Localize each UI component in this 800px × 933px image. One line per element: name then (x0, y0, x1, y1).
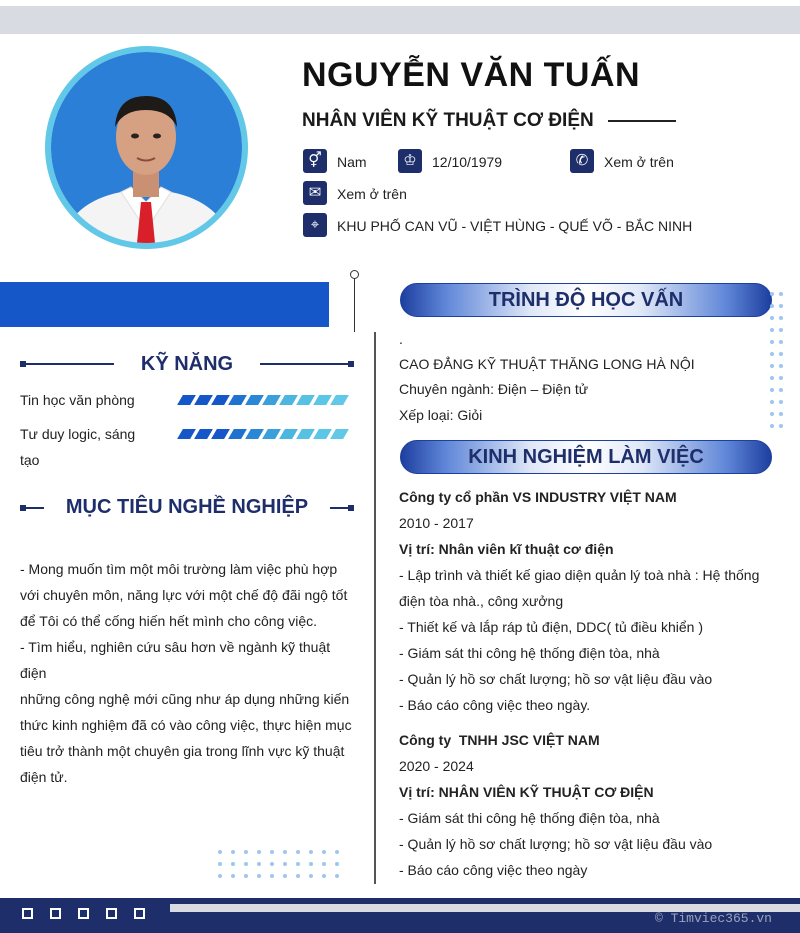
skill-label-cont: tạo (20, 452, 40, 468)
birthday-value: 12/10/1979 (432, 154, 503, 170)
skill-label: Tư duy logic, sáng (20, 426, 136, 442)
job-position: Vị trí: Nhân viên kĩ thuật cơ điện (399, 541, 614, 557)
job-period: 2010 - 2017 (399, 515, 474, 531)
job-duty: - Thiết kế và lắp ráp tủ điện, DDC( tủ điều khiển ) (399, 619, 704, 635)
left-accent-band (0, 282, 329, 327)
avatar-frame (45, 46, 248, 249)
title-rule (608, 120, 676, 122)
objective-text: - Mong muốn tìm một môi trường làm việc phù hợp với chuyên môn, năng lực với một chế độ đãi ngộ tốt để Tôi có thể cống hiến hết mình cho công việc. - Tìm hiểu, nghiên cứu sâu hơn về ngành kỹ thuật điện những công nghệ mới cũng như áp dụng những kiến thức kinh nghiệm đã có vào công việc, thực hiện mục tiêu trở thành một chuyên gia trong lĩnh vực kỹ thuật điện tử. (20, 561, 352, 785)
major: Chuyên ngành: Điện – Điện tử (399, 381, 589, 397)
skill-level-bar (180, 429, 346, 439)
email-icon: ✉ (303, 181, 327, 205)
column-divider (374, 332, 376, 884)
job-duty: - Quản lý hồ sơ chất lượng; hồ sơ vật liệu đầu vào (399, 836, 713, 852)
birthday-cake-icon: ♔ (398, 149, 422, 173)
location-pin-icon: ⌖ (303, 213, 327, 237)
job-duty: - Giám sát thi công hệ thống điện tòa, nhà (399, 645, 660, 661)
email-value: Xem ở trên (337, 186, 407, 202)
company-name: Công ty TNHH JSC VIỆT NAM (399, 732, 600, 748)
skill-level-bar (180, 395, 346, 405)
decor-dots-right (770, 292, 783, 428)
phone-icon: ✆ (570, 149, 594, 173)
education-title: TRÌNH ĐỘ HỌC VẤN (488, 289, 684, 311)
top-decor-bar (0, 6, 800, 34)
job-entry (399, 484, 779, 718)
divider-dot (350, 270, 359, 279)
skill-label: Tin học văn phòng (20, 392, 135, 408)
skills-rule-right (260, 363, 354, 365)
job-duty: - Báo cáo công việc theo ngày. (399, 697, 591, 713)
job-entry (399, 727, 779, 883)
job-position: Vị trí: NHÂN VIÊN KỸ THUẬT CƠ ĐIỆN (399, 784, 654, 800)
grade: Xếp loại: Giỏi (399, 407, 483, 423)
objective-title: MỤC TIÊU NGHỀ NGHIỆP (65, 496, 309, 518)
avatar (51, 52, 242, 243)
experience-title: KINH NGHIỆM LÀM VIỆC (468, 446, 704, 468)
company-name: Công ty cổ phần VS INDUSTRY VIỆT NAM (399, 489, 677, 505)
gender-value: Nam (337, 154, 367, 170)
candidate-name: NGUYỄN VĂN TUẤN (302, 56, 641, 94)
column-divider-top (354, 276, 355, 332)
school-name: CAO ĐẲNG KỸ THUẬT THĂNG LONG HÀ NỘI (399, 356, 695, 372)
gender-icon: ⚥ (303, 149, 327, 173)
skills-title: KỸ NĂNG (140, 353, 234, 375)
decor-dots (218, 850, 339, 878)
job-duty: - Lập trình và thiết kế giao diện quản lý toà nhà : Hệ thống (399, 567, 760, 583)
job-duty: - Quản lý hồ sơ chất lượng; hồ sơ vật liệu đầu vào (399, 671, 713, 687)
education-dot: . (399, 331, 403, 347)
job-title: NHÂN VIÊN KỸ THUẬT CƠ ĐIỆN (302, 110, 594, 131)
address-value: KHU PHỐ CAN VŨ - VIỆT HÙNG - QUẾ VÕ - BẮC NINH (337, 218, 693, 234)
job-duty: - Báo cáo công việc theo ngày (399, 862, 588, 878)
job-period: 2020 - 2024 (399, 758, 474, 774)
job-duty: - Giám sát thi công hệ thống điện tòa, nhà (399, 810, 660, 826)
phone-value: Xem ở trên (604, 154, 674, 170)
job-duty: điện tòa nhà., công xưởng (399, 593, 564, 609)
footer-squares (22, 908, 145, 919)
copyright-text: © Timviec365.vn (654, 911, 772, 926)
portrait-image (51, 52, 242, 243)
